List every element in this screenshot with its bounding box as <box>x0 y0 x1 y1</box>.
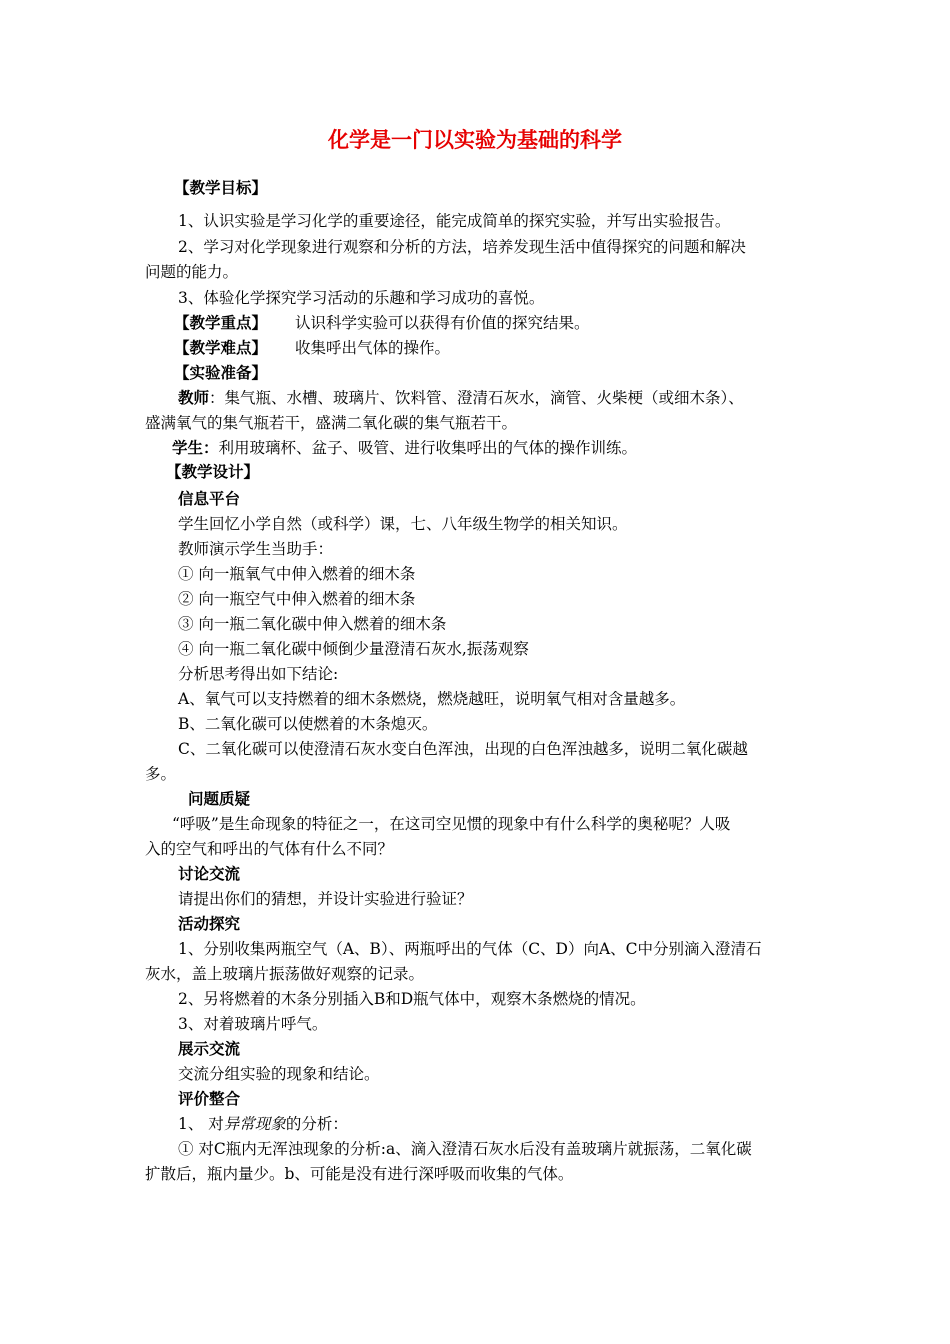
goal-item-2b: 问题的能力。 <box>145 263 239 281</box>
goal-item-3: 3、体验化学探究学习活动的乐趣和学习成功的喜悦。 <box>178 289 545 307</box>
key-point-text: 认识科学实验可以获得有价值的探究结果。 <box>295 314 590 332</box>
evaluate-item-1-suffix: 的分析： <box>285 1115 348 1133</box>
activity-heading: 活动探究 <box>178 915 241 933</box>
info-heading: 信息平台 <box>178 490 241 508</box>
conclusion-intro: 分析思考得出如下结论: <box>178 665 339 683</box>
conclusion-c-1: C、二氧化碳可以使澄清石灰水变白色浑浊，出现的白色浑浊越多，说明二氧化碳越 <box>178 740 748 758</box>
evaluate-heading: 评价整合 <box>178 1090 241 1108</box>
goal-item-2a: 2、学习对化学现象进行观察和分析的方法，培养发现生活中值得探究的问题和解决 <box>178 238 746 256</box>
show-line-1: 交流分组实验的现象和结论。 <box>178 1065 380 1083</box>
conclusion-b: B、二氧化碳可以使燃着的木条熄灭。 <box>178 715 438 733</box>
prep-teacher-line <box>178 388 744 408</box>
demo-item-2: ② 向一瓶空气中伸入燃着的细木条 <box>178 590 416 608</box>
question-line-1: “呼吸”是生命现象的特征之一，在这司空见惯的现象中有什么科学的奥秘呢？人吸 <box>172 815 731 833</box>
show-heading: 展示交流 <box>178 1040 241 1058</box>
goals-heading: 【教学目标】 <box>174 179 268 197</box>
prep-teacher-text-a: ：集气瓶、水槽、玻璃片、饮料管、澄清石灰水，滴管、火柴梗（或细木条）、 <box>209 389 744 407</box>
info-line-2: 教师演示学生当助手： <box>178 540 334 558</box>
conclusion-a: A、氧气可以支持燃着的细木条燃烧，燃烧越旺，说明氧气相对含量越多。 <box>178 690 686 708</box>
difficulty-label: 【教学难点】 <box>174 339 268 357</box>
evaluate-item-1 <box>178 1114 348 1134</box>
key-point-label: 【教学重点】 <box>174 314 268 332</box>
evaluate-sub-1a: ① 对C瓶内无浑浊现象的分析:a、滴入澄清石灰水后没有盖玻璃片就振荡，二氧化碳 <box>178 1140 752 1158</box>
discuss-line-1: 请提出你们的猜想，并设计实验进行验证？ <box>178 890 473 908</box>
question-heading: 问题质疑 <box>188 790 251 808</box>
prep-teacher-text-b: 盛满氧气的集气瓶若干，盛满二氧化碳的集气瓶若干。 <box>145 414 518 432</box>
difficulty-text: 收集呼出气体的操作。 <box>295 339 451 357</box>
evaluate-item-1-prefix: 1、 对 <box>178 1115 224 1133</box>
goal-item-1: 1、认识实验是学习化学的重要途径，能完成简单的探究实验，并写出实验报告。 <box>178 212 731 230</box>
difficulty-row <box>174 338 450 358</box>
design-heading: 【教学设计】 <box>166 463 260 481</box>
activity-item-2: 2、另将燃着的木条分别插入B和D瓶气体中，观察木条燃烧的情况。 <box>178 990 646 1008</box>
demo-item-1: ① 向一瓶氧气中伸入燃着的细木条 <box>178 565 416 583</box>
demo-item-3: ③ 向一瓶二氧化碳中伸入燃着的细木条 <box>178 615 447 633</box>
document-title: 化学是一门以实验为基础的科学 <box>328 128 622 152</box>
question-line-2: 入的空气和呼出的气体有什么不同？ <box>145 840 394 858</box>
demo-item-4: ④ 向一瓶二氧化碳中倾倒少量澄清石灰水,振荡观察 <box>178 640 529 658</box>
conclusion-c-2: 多。 <box>145 765 177 783</box>
evaluate-sub-1b: 扩散后，瓶内量少。b、可能是没有进行深呼吸而收集的气体。 <box>145 1165 574 1183</box>
prep-student-text: 利用玻璃杯、盆子、吸管、进行收集呼出的气体的操作训练。 <box>218 439 638 457</box>
prep-student-line <box>172 438 637 458</box>
activity-item-1a: 1、分别收集两瓶空气（A、B）、两瓶呼出的气体（C、D）向A、C中分别滴入澄清石 <box>178 940 762 958</box>
activity-item-1b: 灰水，盖上玻璃片振荡做好观察的记录。 <box>145 965 425 983</box>
activity-item-3: 3、对着玻璃片呼气。 <box>178 1015 328 1033</box>
evaluate-item-1-italic: 异常现象 <box>223 1115 286 1133</box>
info-line-1: 学生回忆小学自然（或科学）课，七、八年级生物学的相关知识。 <box>178 515 628 533</box>
prep-heading: 【实验准备】 <box>174 364 268 382</box>
key-point-row <box>174 313 590 333</box>
prep-student-label: 学生： <box>172 439 219 457</box>
prep-teacher-label: 教师 <box>178 389 210 407</box>
discuss-heading: 讨论交流 <box>178 865 241 883</box>
